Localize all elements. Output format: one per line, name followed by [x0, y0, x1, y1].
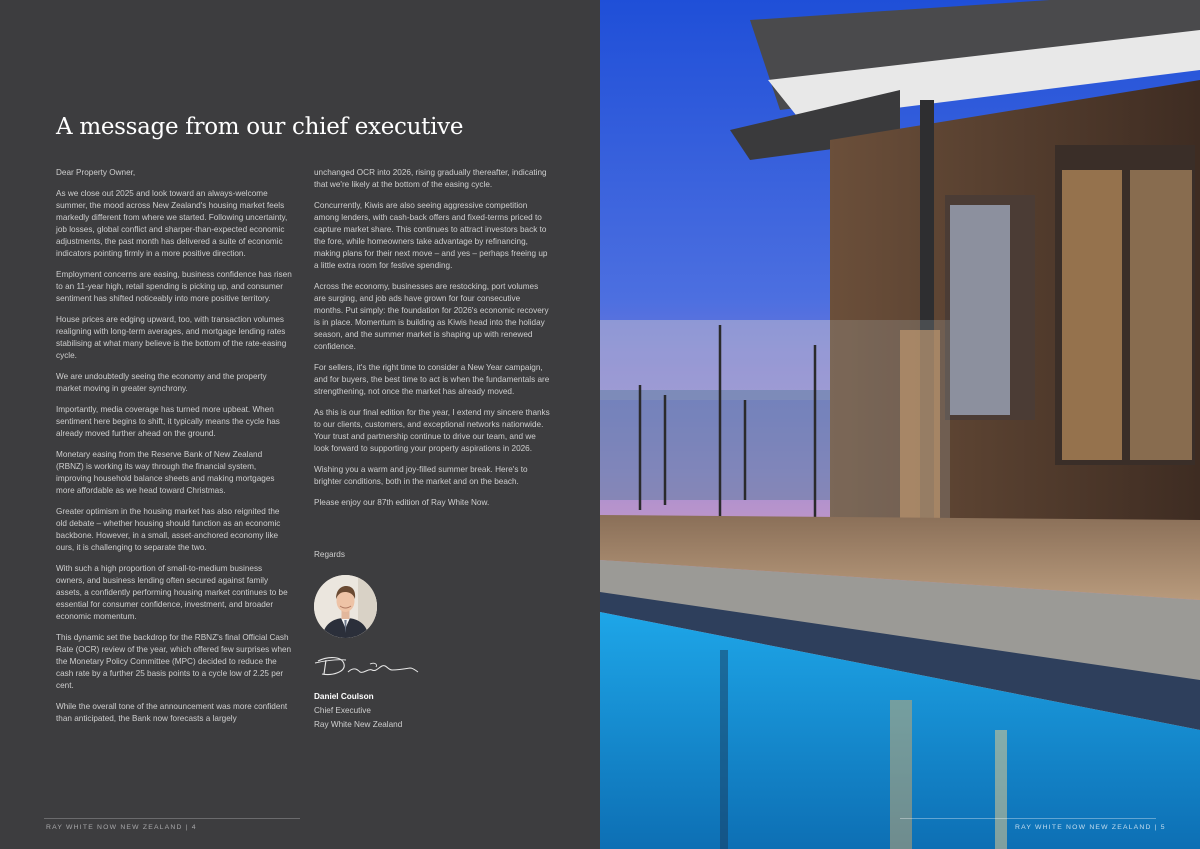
footer-right: RAY WHITE NOW NEW ZEALAND | 5 — [1015, 824, 1166, 831]
paragraph: Please enjoy our 87th edition of Ray White Now. — [314, 498, 490, 507]
footer-divider — [44, 818, 300, 819]
signer-company: Ray White New Zealand — [314, 720, 403, 729]
paragraph: Wishing you a warm and joy-filled summer break. Here's to brighter conditions, both in the market and on the beach. — [314, 465, 528, 486]
page-title: A message from our chief executive — [56, 114, 464, 140]
right-column — [314, 167, 550, 518]
paragraph: Monetary easing from the Reserve Bank of New Zealand (RBNZ) is working its way through the financial system, improving household balance sheets and making mortgages more affordable as we head toward Christmas. — [56, 450, 275, 495]
signature-image — [314, 652, 424, 680]
paragraph: For sellers, it's the right time to consider a New Year campaign, and for buyers, the best time to act is when the fundamentals are strengthening, not once the market has already moved. — [314, 363, 550, 396]
right-page — [600, 0, 1200, 849]
paragraph: As this is our final edition for the year, I extend my sincere thanks to our clients, customers, and exceptional networks nationwide. Your trust and partnership continue to drive our team, and we look forward to supporting your property aspirations in 2026. — [314, 408, 550, 453]
paragraph: We are undoubtedly seeing the economy and the property market moving in greater synchrony. — [56, 372, 267, 393]
paragraph: Concurrently, Kiwis are also seeing aggressive competition among lenders, with cash-back offers and fixed-terms priced to capture market share. This continues to attract investors back to the fore, while homeowners take advantage by refinancing, making plans for their next move – and yes – perhaps freeing up a little extra room for festive spending. — [314, 201, 548, 270]
footer-divider — [900, 818, 1156, 819]
left-column — [56, 167, 292, 734]
paragraph: Importantly, media coverage has turned more upbeat. When sentiment here begins to shift, it typically means the cycle has already moved further ahead on the ground. — [56, 405, 280, 438]
salutation: Dear Property Owner, — [56, 168, 136, 177]
paragraph: unchanged OCR into 2026, rising gradually thereafter, indicating that we're likely at the bottom of the easing cycle. — [314, 168, 547, 189]
paragraph: Across the economy, businesses are restocking, port volumes are surging, and job ads have grown for four consecutive months. Put simply: the foundation for 2026's economic recovery is in place. Momentum is building as Kiwis head into the holiday season, and the summer market is shaping up with renewed confidence. — [314, 282, 549, 351]
paragraph: As we close out 2025 and look toward an always-welcome summer, the mood across New Zealand's housing market feels markedly different from where we started. Following uncertainty, job losses, global conflict and sharper-than-expected economic adjustments, the past month has delivered a suite of economic indicators pointing firmly in a more positive direction. — [56, 189, 288, 258]
paragraph: This dynamic set the backdrop for the RBNZ's final Official Cash Rate (OCR) review of the year, which offered few surprises when the Monetary Policy Committee (MPC) decided to reduce the cash rate by a further 25 basis points to a cycle low of 2.25 per cent. — [56, 633, 292, 690]
avatar — [314, 575, 377, 638]
signer-role: Chief Executive — [314, 706, 371, 715]
paragraph: With such a high proportion of small-to-medium business owners, and business lending often secured against family assets, a confidently performing housing market continues to be essential for consumer confidence, investment, and broader economic momentum. — [56, 564, 288, 621]
paragraph: Greater optimism in the housing market has also reignited the old debate – whether housing should function as an economic backbone. However, in a small, asset-anchored economy like ours, it is challenging to separate the two. — [56, 507, 281, 552]
house-pool-photo — [600, 0, 1200, 849]
paragraph: House prices are edging upward, too, with transaction volumes realigning with long-term averages, and mortgage lending rates stabilising at what many believe is the bottom of the rate-easing cycle. — [56, 315, 287, 360]
regards-text: Regards — [314, 550, 345, 559]
paragraph: While the overall tone of the announcement was more confident than anticipated, the Bank now forecasts a largely — [56, 702, 288, 723]
portrait-image — [314, 575, 377, 638]
signer-name: Daniel Coulson — [314, 692, 374, 701]
footer-left: RAY WHITE NOW NEW ZEALAND | 4 — [46, 824, 197, 831]
signature-block — [314, 690, 402, 732]
paragraph: Employment concerns are easing, business confidence has risen to an 11-year high, retail spending is picking up, and consumer sentiment has shifted noticeably into more positive territory. — [56, 270, 292, 303]
